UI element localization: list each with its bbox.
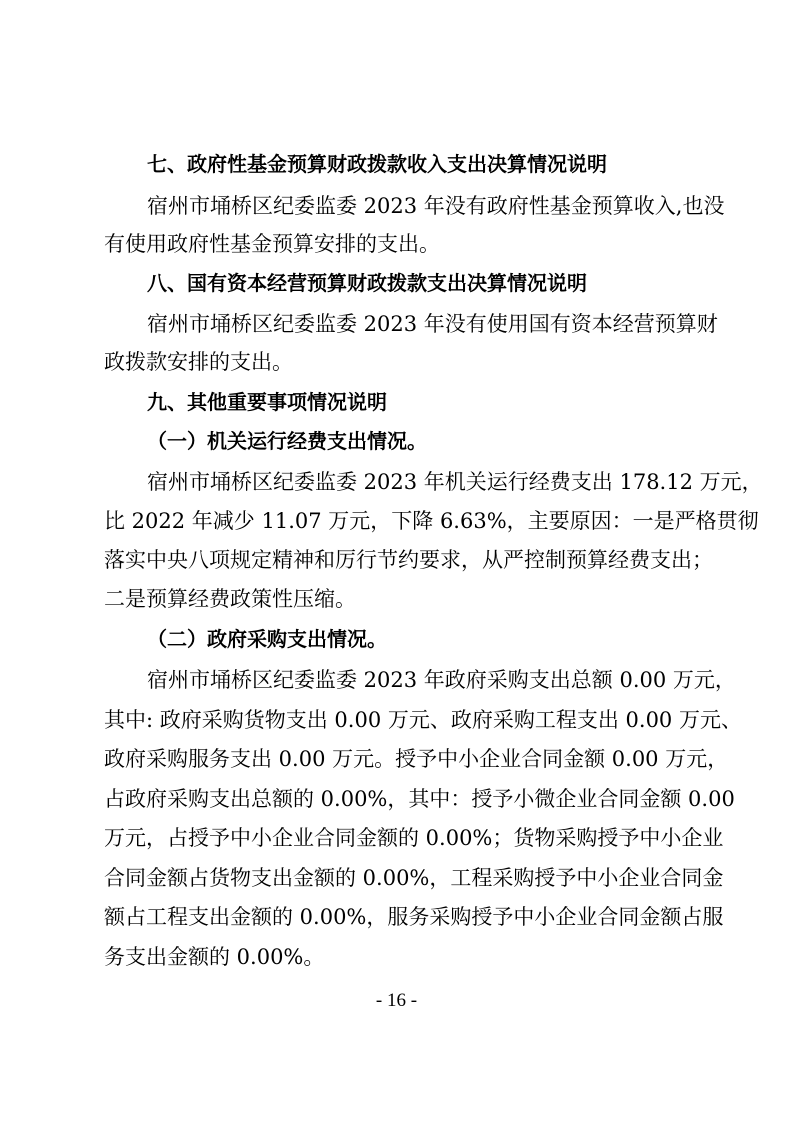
subsection-2-paragraph-line: 万元，占授予中小企业合同金额的 0.00%；货物采购授予中小企业 <box>104 826 724 850</box>
section-8-paragraph-line: 政拨款安排的支出。 <box>104 350 293 374</box>
subsection-2-paragraph-line: 合同金额占货物支出金额的 0.00%，工程采购授予中小企业合同金 <box>104 866 724 890</box>
section-7-paragraph-line: 宿州市埇桥区纪委监委 2023 年没有政府性基金预算收入,也没 <box>147 194 725 218</box>
section-8-paragraph-line: 宿州市埇桥区纪委监委 2023 年没有使用国有资本经营预算财 <box>147 312 718 336</box>
subsection-2-paragraph-line: 政府采购服务支出 0.00 万元。授予中小企业合同金额 0.00 万元， <box>104 747 729 771</box>
subsection-2-paragraph-line: 宿州市埇桥区纪委监委 2023 年政府采购支出总额 0.00 万元， <box>147 668 736 692</box>
subsection-1-paragraph-line: 宿州市埇桥区纪委监委 2023 年机关运行经费支出 178.12 万元， <box>147 470 763 494</box>
subsection-1-paragraph-line: 比 2022 年减少 11.07 万元，下降 6.63%，主要原因：一是严格贯彻 <box>104 509 759 533</box>
section-8-heading: 八、国有资本经营预算财政拨款支出决算情况说明 <box>147 271 587 295</box>
subsection-1-paragraph-line: 落实中央八项规定精神和厉行节约要求，从严控制预算经费支出； <box>104 548 713 572</box>
subsection-2-paragraph-line: 占政府采购支出总额的 0.00%，其中：授予小微企业合同金额 0.00 <box>104 787 735 811</box>
subsection-2-paragraph-line: 其中: 政府采购货物支出 0.00 万元、政府采购工程支出 0.00 万元、 <box>104 708 742 732</box>
page-number: - 16 - <box>375 990 418 1011</box>
subsection-2-paragraph-line: 务支出金额的 0.00%。 <box>104 945 325 969</box>
subsection-2-paragraph-line: 额占工程支出金额的 0.00%，服务采购授予中小企业合同金额占服 <box>104 905 724 929</box>
subsection-1-paragraph-line: 二是预算经费政策性压缩。 <box>104 587 356 611</box>
section-9-heading: 九、其他重要事项情况说明 <box>147 390 387 414</box>
section-7-paragraph-line: 有使用政府性基金预算安排的支出。 <box>104 232 440 256</box>
subsection-1-heading: （一）机关运行经费支出情况。 <box>147 429 427 453</box>
section-7-heading: 七、政府性基金预算财政拨款收入支出决算情况说明 <box>147 152 607 176</box>
subsection-2-heading: （二）政府采购支出情况。 <box>147 627 387 651</box>
